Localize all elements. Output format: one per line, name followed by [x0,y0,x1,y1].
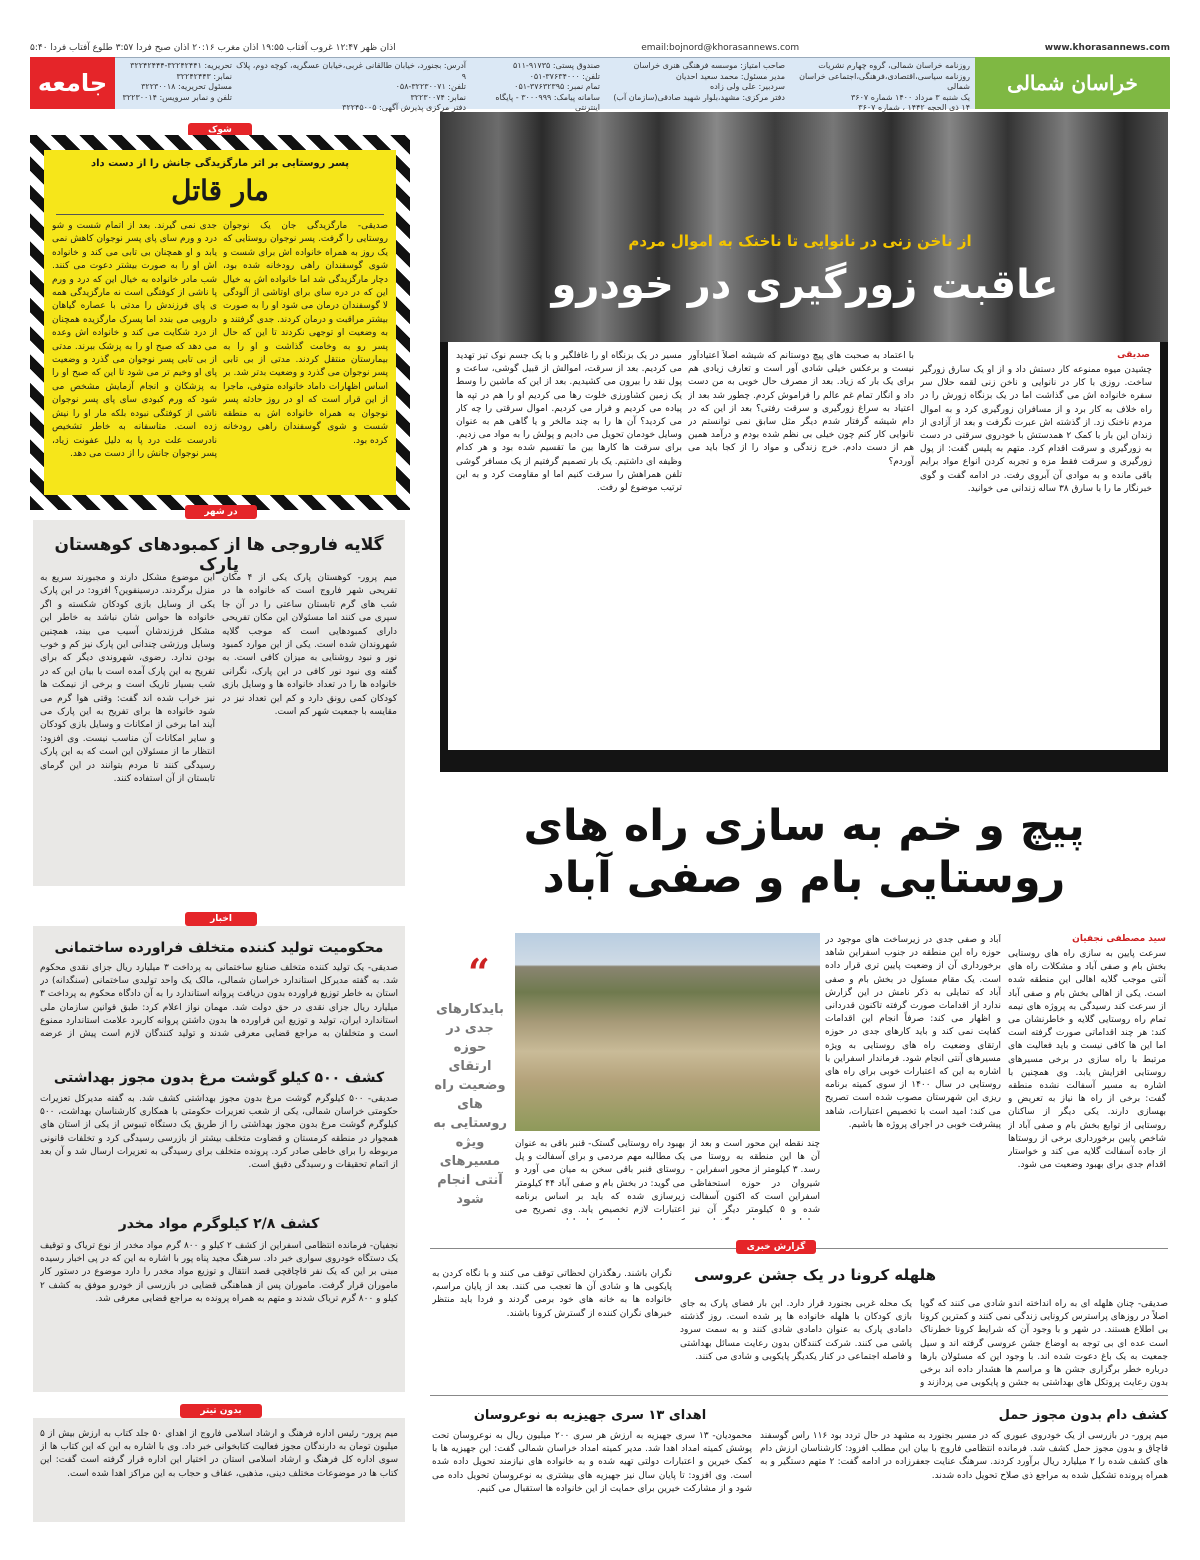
city-text-right: میم پرور- کوهستان پارک یکی از ۴ مکان تفریحی شهر فاروج است که خانواده ها در شب های گرم تابستان ساعتی را در آن جا سپری می کنند اما مسئولان این مکان تفریحی دارای کمبودهایی است که موجب گلایه شهروندان شده است. یکی از این موارد کمبود نور و نبود روشنایی به میزان کافی است. به گفته وی نبود نور کافی در این پارک، نگرانی خانواده ها را در تعداد خانواده ها و وسایل بازی کودکان کمی رونق دارد و کم این تعداد نیز در مقایسه با جمعیت شهر کم است. [222,573,397,718]
masthead-info-5: تحریریه: ۳۲۲۴۲۴۴۱-۳۲۲۴۲۴۴۴ نمابر: ۳۲۲۴۲۴۴۳ مسئول تحریریه: ۳۲۲۳۰۰۱۸ تلفن و نمابر سرویس: ۳۲۲۳۰۰۱۴ [122,61,232,102]
masthead-info-3: صندوق پستی: ۹۱۷۳۵-۵۱۱ تلفن: ۳۷۶۳۴۰۰۰-۰۵۱ تمام نمبر: ۳۷۶۳۲۳۹۵-۰۵۱ سامانه پیامک: ۳۰۰۰۹۹۹ - پایگاه اینترنتی [495,61,600,112]
road-byline: سید مصطفی نجفیان [1072,934,1166,944]
quote-mark-icon: “ [468,950,490,995]
bottom-item-title: کشف دام بدون مجوز حمل [998,1408,1168,1423]
city-tag: در شهر [185,505,257,519]
hero-text-col3: مسیر در یک بزنگاه او را غافلگیر و با یک جسم نوک تیز تهدید می کردیم. بعد از سرقت، اموالش از قبیل گوشی، ساعت و پول نقد را بیرون می کشیدیم. بعد از این که ماشین را وسط یک زمین کشاورزی خلوت رها می کردیم او را هم در تپه ها پیاده می کردیم و فرار می کردیم. اموال سرقتی را چه کار می کردید؟ آن ها را به چند مالخر و یا گاهی هم به عنوان وسایل خودمان تحویل می دادیم و پولش را به مواد می زدیم. برای سرقت ها کارها بین ما تقسیم شده بود و هر کدام وظیفه ای داشتیم. یک بار تصمیم گرفتیم از یک مسافر گوشی تلفن همراهش را سرقت کنیم اما او مقاومت کرد و به این ترتیب موضوع لو رفت. [456,351,682,494]
prayer-times: اذان ظهر ۱۲:۴۷ غروب آفتاب ۱۹:۵۵ اذان مغرب ۲۰:۱۶ اذان صبح فردا ۳:۵۷ طلوع آفتاب فردا ۵:۴۰ [30,43,396,53]
bottom-item-title: اهدای ۱۳ سری جهیزیه به نوعروسان [473,1408,707,1423]
notitle-tag: بدون تیتر [180,1404,262,1418]
report-text-col3: نگران باشند. رهگذران لحظاتی توقف می کنند و با نگاه کردن به پایکوبی ها و شادی آن ها تعجب می کنند. بعد از پایان مراسم، خانواده ها به خانه های خود برمی گردند و فردا باید منتظر خبرهای نگران کننده از گسترش کرونا باشند. [432,1269,672,1319]
hero-title: عاقبت زورگیری در خودرو [551,262,1059,308]
section-title: جامعه [30,57,115,109]
hero-text-col2: با اعتماد به صحبت های پیچ دوستانم که شیشه اصلاً اعتیادآور نیست و برعکس خیلی شادی آور است و تعارف زیادی هم برای یک بار که زیاد. بعد از مصرف حال خوبی به من دست داد و انگار تمام غم عالم را فراموش کردم. چطور شد بعد از اعتیاد به سراغ زورگیری و سرقت رفتی؟ بعد از این که در دام شیشه گرفتار شدم دیگر مثل سابق نمی توانستم در نانوایی کار کنم چون خیلی بی نظم شده بودم و درآمد همین هم از دست دادم. خرج زندگی و مواد را از کجا باید می آوردم؟ [688,351,914,467]
hero-text-col1: چشیدن میوه ممنوعه کار دستش داد و از او یک سارق زورگیر ساخت. روزی با کار در نانوایی و ناخن زنی لقمه حلال سر سفره خانواده اش می گذاشت اما در یک بزنگاه زورش را در راه خلاف به کار برد و از مسافران زورگیری کرد و به اموال مردم ناخنک زد. از گذشته اش عبرت نگرفت و بعد از آزادی از زندان این بار با کمک ۲ همدستش با خودروی سرقتی در دست به زورگیری و سرقت اقدام کرد. متهم به پلیس گفت: از پول زورگیری و سرقت فقط مزه و تجربه کردن انواع مواد برایم باقی مانده و به موادی آن آبروی رفت. در ادامه گفت و گوی خبرنگار ما را با سارق ۳۸ ساله زندانی می خوانید. [920,365,1152,494]
masthead-info-4: آدرس: بجنورد، خیابان طالقانی غربی،خیابان عسگریه، کوچه دوم، پلاک ۹ تلفن: ۳۲۲۳۰۰۷۱-۰۵۸ نمابر: ۳۲۲۳۰۰۷۴ دفتر مرکزی پذیرش آگهی: ۳۲۲۴۵۰۰۵ [236,61,466,112]
report-title: هلهله کرونا در یک جشن عروسی [693,1266,937,1284]
city-text-left: این موضوع مشکل دارند و مجبورند سریع به منزل برگردند. درسینفوین؟ افزود: در این پارک یکی از وسایل بازی کودکان شکسته و اگر خانواده ها حواس شان نباشد به خاطر این مشکل فرزندشان آسیب می بیند، همچنین وسایل ورزشی چندانی این پارک نیز کم و خوب بودن ندارد. رضوی، شهروندی دیگر که برای تفریح به این پارک آمده است با بیان این که در شب بسیار تاریک است و برخی از نیمکت ها نیز خراب شده اند گفت: وقتی هوا گرم می شود خانواده ها برای تفریح به این پارک می آیند اما برخی از امکانات و وسایل بازی کودکان و سایر امکانات آن مناسب نیست. وی افزود: انتظار ما از مسئولان این است که به این پارک رسیدگی کنند تا مردم بتوانند در این گرمای تابستان از آن استفاده کنند. [40,573,215,785]
notitle-text: میم پرور- رئیس اداره فرهنگ و ارشاد اسلامی فاروج از اهدای ۵۰ جلد کتاب به ارزش بیش از ۵ میلیون تومان به دارندگان مجوز فعالیت کتابخوانی خبر داد. وی با اشاره به این که این کتاب ها از سوی اداره کل فرهنگ و ارشاد اسلامی استان در اختیار این اداره قرار گرفته است گفت: این کتاب ها در موضوعات مختلف دینی، مذهبی، عفاف و حجاب به این مراکز اهدا شده است. [40,1429,398,1479]
road-text-col2: آباد و صفی جدی در زیرساخت های موجود در حوزه راه این منطقه در جنوب اسفراین شاهد برخورداری آن از وضعیت پایین تری قرار داده است. یک مقام مسئول در بخش بام و صفی آباد که تمایلی به ذکر نامش در این گزارش ندارد از اقدامات صورت گرفته تاکنون قدردانی و اظهار می کند: صرفاً انجام این اقدامات کفایت نمی کند و باید کارهای جدی در حوزه ارتقای وضعیت راه های روستایی به ویژه مسیرهای آنتی انجام شود. فرماندار اسفراین با اشاره به این که اعتبارات خوبی برای راه های روستایی در سال ۱۴۰۰ از سوی کمیته برنامه ریزی این شهرستان مصوب شده است تصریح می کند: امید است با تخصیص اعتبارات، شاهد پیشرفت خوبی در اجرای پروژه ها باشیم. [825,935,1001,1130]
report-text-col2: یک محله غربی بجنورد قرار دارد. این بار فضای پارک به جای بازی کودکان با هلهله خانواده ها پر شده است. روز گذشته دامادی پارک به عنوان دامادی شادی کنند و به سمت سرود پاشی می کنند. شرکت کنندگان بدون رعایت مسائل بهداشتی و فاصله اجتماعی در کنار یکدیگر پایکوبی و شادی می کنند. [680,1299,912,1362]
report-tag: گزارش خبری [736,1240,816,1254]
news-tag: اخبار [185,912,257,926]
website-link[interactable]: www.khorasannews.com [1044,43,1170,53]
news-item-title: کشف ۵۰۰ کیلو گوشت مرغ بدون مجوز بهداشتی [53,1070,385,1086]
shock-divider [56,214,384,215]
hero-kicker: از ناخن زنی در نانوایی تا ناخنک به اموال مردم [628,232,972,250]
news-item-title: محکومیت تولید کننده متخلف فراورده ساختمانی [54,940,384,956]
news-item-title: کشف ۲/۸ کیلوگرم مواد مخدر [118,1216,320,1232]
shock-text-right: صدیقی- مارگزیدگی جان یک نوجوان روستایی را گرفت. پسر نوجوان روستایی که یک روز به همراه خانواده اش برای شست و شوی گوسفندان راهی رودخانه شده بود، دچار مارگزیدگی شد اما خانواده اش به خیال این که در دره سای برای اوتاشی از آلودگی لا گوسفندان درمان می شود او را به صورت بیشتر مراقبت و درمان کردند. جدی گرفتند و به وضعیت او توجهی نکردند تا این که حال پسر رو به وخامت گذاشت و او را به بیمارستان منتقل کردند. مدتی از بی تابی پسر نوجوان می گذرد و وضعیت بدتر شد. بر اساس اظهارات داماد خانواده متوفی، ماجرا از این قرار است که او در روز حادثه پسر نوجوان به همراه خانواده اش به منطقه شست و شوی گوسفندان راهی رودخانه کرده بود. [223,221,388,446]
email-link[interactable]: email:bojnord@khorasannews.com [641,43,800,53]
road-photo [515,933,820,1131]
masthead-info-1: روزنامه خراسان شمالی، گروه چهارم نشریات روزنامه سیاسی،اقتصادی،فرهنگی،اجتماعی خراسان شمالی یک شنبه ۳ مرداد ۱۴۰۰ شماره ۳۶۰۷ ۱۴ ذی الحجه ۱۴۴۲ ، شماره ۳۶۰۷ [799,61,970,112]
road-title: پیچ و خم به سازی راه های روستایی بام و صفی آباد [523,801,1085,903]
city-title: گلایه فاروجی ها از کمبودهای کوهستان پارک [54,535,384,575]
bottom-item-text: میم پرور- در بازرسی از یک خودروی عبوری که در مسیر بجنورد به مشهد در حال تردد بود ۱۱۶ راس گوسفند قاچاق و بدون مجوز حمل کشف شد. فرمانده انتظامی فاروج با بیان این مطلب افزود: کارشناسان ارزش دام های کشف شده را ۲ میلیارد ریال برآورد کردند. سرهنگ عنایت جعفرزاده در ادامه گفت: ۲ متهم دستگیر و به همراه پرونده تشکیل شده به مراجع ذی صلاح تحویل داده شدند. [760,1431,1168,1481]
news-item-text: نجفیان- فرمانده انتظامی اسفراین از کشف ۲ کیلو و ۸۰۰ گرم مواد مخدر از نوع تریاک و توقیف یک دستگاه خودروی سواری خبر داد. سرهنگ مجید پناه پور با اشاره به این که در پی اخبار رسیده مبنی بر این که یک نفر قاچاقچی قصد انتقال و توزیع مواد مخدر را دارد موضوع در دستور کار ماموران قرار گرفت. ماموران پس از هماهنگی قضایی در بازرسی از خودرو موفق به کشف ۲ کیلو و ۸۰۰ گرم تریاک شدند و متهم به همراه پرونده به مراجع قضایی معرفی شد. [40,1241,398,1304]
news-item-text: صدیقی- یک تولید کننده متخلف صنایع ساختمانی به پرداخت ۳ میلیارد ریال جزای نقدی محکوم شد. به گفته مدیرکل استاندارد خراسان شمالی، مالک یک واحد تولیدی ساختمانی (سنگدانه) در استان به خاطر توزیع فراورده بدون دریافت پروانه استاندارد را به آن دادگاه محکوم به پرداخت ۳ میلیارد ریال جزای نقدی در حق دولت شد. مهمان نواز اعلام کرد: طبق قوانین سازمان ملی استاندارد ایران، تولید و توزیع این فراورده ها بدون داشتن پروانه کاربرد علامت استاندارد ممنوع است و متخلفان به مراجع قضایی معرفی شدند و تولید کنندگان لازم است پیش از عرضه [40,963,398,1040]
hero-byline: صدیقی [1117,350,1150,360]
masthead-info-2: صاحب امتیاز: موسسه فرهنگی هنری خراسان مدیر مسئول: محمد سعید احدیان سردبیر: علی ولی زاده دفتر مرکزی: مشهد،بلوار شهید صادقی(سازمان آب) [613,61,785,102]
top-bar [30,40,1170,56]
shock-title: مار قاتل [171,174,269,207]
road-pull-quote: بایدکارهای جدی در حوزه ارتقای وضعیت راه های روستایی به ویژه مسیرهای آنتی انجام شود [433,1002,507,1207]
bottom-item-text: محمودیان- ۱۳ سری جهیزیه به ارزش هر سری ۲۰۰ میلیون ریال به نوعروسان تحت پوشش کمیته امداد اهدا شد. مدیر کمیته امداد خراسان شمالی گفت: این جهیزیه ها با کمک خیرین و اعتبارات دولتی تهیه شده و به خانواده های نیازمند تحویل داده شده است. وی افزود: تا پایان سال نیز جهیزیه های بیشتری به نوعروسان تحویل داده می شود و از مشارکت خیرین برای حمایت از این خانواده ها استقبال می کنیم. [432,1431,752,1494]
road-text-col4: بهبود راه روستایی گستک- قنبر باقی به عنوان یک مطالبه مهم مردمی و برای آسفالت و پل روستای قنبر باقی سخن به میان می آورد و می گوید: در بخش بام و صفی آباد ۴۴ کیلومتر زیرسازی شده که باید بر اساس برنامه اعتبارات لازم تخصیص یابد. وی تصریح می [515,1139,685,1216]
road-text-col3: چند نقطه این محور است و بعد از آن ها این منطقه به روستا می رسد. ۳ کیلومتر از محور اسفراین - شیروان در حوزه استحفاظی اسفراین است که اکنون آسفالت شده و ۵ کیلومتر دیگر آن نیز [690,1139,820,1216]
road-text-col1: سرعت پایین به سازی راه های روستایی بخش بام و صفی آباد و مشکلات راه های آنتی موجب گلایه اهالی این منطقه شده است. یکی از اهالی بخش بام و صفی آباد از سرعت کند رسیدگی به پروژه های نیمه تمام راه روستایی گلایه و خاطرنشان می کند: هر چند اقداماتی صورت گرفته است اما این ها کافی نیست و باید فعالیت های مرتبط با راه سازی در برخی مسیرهای روستایی افزایش یابد. وی همچنین با اشاره به مسیر آسفالت نشده منطقه گفت: برخی از راه ها نیاز به تعریض و بهسازی دارند. یکی دیگر از ساکنان روستایی از توابع بخش بام و صفی آباد از شاخص پایین برخورداری برخی از روستاها از جاده آسفالت گلایه می کند و خواستار اقدام جدی برای بهبود وضعیت می شود. [1008,949,1166,1171]
news-item-text: صدیقی- ۵۰۰ کیلوگرم گوشت مرغ بدون مجوز بهداشتی کشف شد. به گفته مدیرکل تعزیرات حکومتی خراسان شمالی، یکی از شعب تعزیرات حکومتی با همکاری کارشناسان بهداشت، ۵۰۰ کیلوگرم گوشت مرغ بدون مجوز بهداشتی را از طریق یک دستگاه تیبوس از یکی از استان های همجوار در منطقه کرمستان و قضاوت متخلف بیشتر از بازرسی رسیدگی کرد و تخلفات قانونی مربوطه را برای خاطی صادر کرد. پرونده متخلف برای رسیدگی به تعزیرات ارسال شد و آن بعد از اتمام تحقیقات و رسیدگی دقیق است. [40,1094,398,1171]
newspaper-logo: خراسان شمالی [975,57,1170,109]
shock-kicker: پسر روستایی بر اثر مارگزیدگی جانش را از دست داد [90,158,350,169]
report-text-col1: صدیقی- چنان هلهله ای به راه انداخته اندو شادی می کنند که گویا اصلاً در روزهای پراسترس کرونایی زندگی نمی کنند و کمترین کرونا بی اطلاع هستند. در شهر و با وجود آن که شرایط کرونا خطرناک است عده ای بی توجه به اوضاع جشن عروسی گرفته اند و سیل جمعیت به یک باغ دعوت شده اند. با وجود این که مسئولان بارها درباره خطر برگزاری جشن ها و مراسم ها هشدار داده اند برخی بدون رعایت پروتکل های بهداشتی به جشن و پایکوبی می پردازند و [920,1299,1168,1389]
report-bottom-rule [430,1395,1168,1396]
shock-text-left: جدی نمی گیرند. بعد از اتمام شست و شو درد و ورم سای پای پسر نوجوان کاهش نمی یابد و او همچنان بی تابی می کند و خانواده اش او را به صورت بیشتر دعوت می کنند. شب مادر خانواده به خیال این که درد و ورم پا ناشی از کوفتگی است نه مارگزیدگی همه ی پای فرزندش را مدتی با عصاره گیاهان دارویی می بندد اما پسرک مارگزیده همچنان از درد شکایت می کند و خانواده اش وعده می دهد که صبح او را به پزشک ببرند. مدتی از بی تابی پسر نوجوان می گذرد و وضعیت پای او وخیم تر می شود تا این که صبح او را به پزشکان و انجام آزمایش مشخص می شود که ورم کبودی سای پای پسر نوجوان ناشی از کوفتگی نبوده بلکه مار او را نیش زده است. متاسفانه به خاطر تشخیص نادرست علت درد پا به دلیل عفونت زیاد، پسر نوجوان جانش را از دست می دهد. [52,221,217,459]
shock-tag: شوک [188,123,252,137]
